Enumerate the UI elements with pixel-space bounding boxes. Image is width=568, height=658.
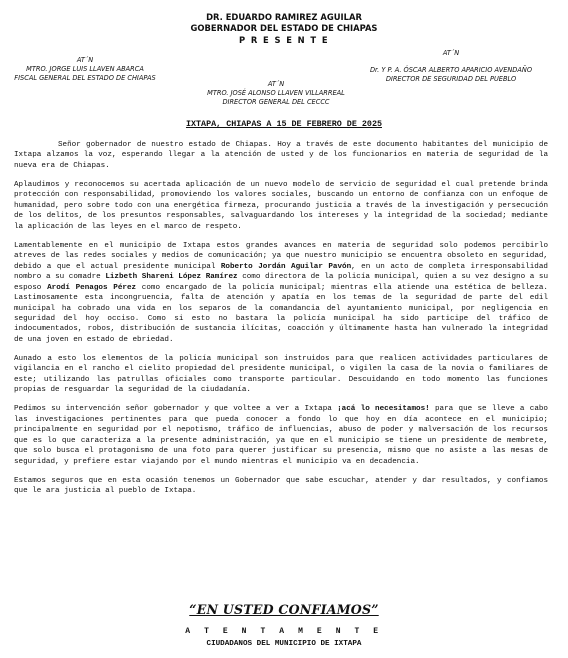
cc-fiscal-name: MTRO. JORGE LUIS LLAVEN ABARCA bbox=[26, 64, 144, 73]
police-chief-name: Arodí Penagos Pérez bbox=[47, 283, 137, 292]
paragraph-1: Señor gobernador de nuestro estado de Chiapas. Hoy a través de este documento habitantes del municipio de Ixtapa alzamos la voz, esperando llegar a la atención de usted y de los funcionarios en materia de seguridad de la nueva era de Chiapas. bbox=[14, 141, 548, 170]
police-director-name: Lizbeth Shareni López Ramírez bbox=[105, 273, 238, 282]
paragraph-3-text-d: como encargado de la policía municipal; mientras ella atiende una estética de belleza. Lastimosamente esta incongruencia, falta de atención y apatía en los temas de la seguridad de parte del edil municipal ha cobrado una vida en los separos de la comandancia del ayuntamiento municipal, por negligencia en seguridad del hoy occiso. Como si esto no bastara la policía municipal ha sido participe del tráfico de indocumentados, robos, distribución de sustancia ilícitas, coacción y últimamente hasta han vulnerado la integridad de una joven en estado de ebriedad. bbox=[14, 283, 548, 344]
cc-fiscal-title: FISCAL GENERAL DEL ESTADO DE CHIAPAS bbox=[14, 73, 156, 82]
cc-fiscal-atn: AT´N bbox=[76, 56, 94, 64]
paragraph-6: Estamos seguros que en esta ocasión tenemos un Gobernador que sabe escuchar, atender y dar resultados, y confiamos que le ara justicia al pueblo de Ixtapa. bbox=[14, 476, 548, 496]
paragraph-4: Aunado a esto los elementos de la policía municipal son instruidos para que realicen actividades particulares de vigilancia en el rancho el cielito propiedad del presidente municipal, o vigilen la casa de la novia o familiares de este; utilizando las patrullas oficiales como transporte particular. Descuidando en todo momento las funciones propias de resguardar la seguridad de la ciudadanía. bbox=[14, 354, 548, 395]
recipient-name: DR. EDUARDO RAMIREZ AGUILAR bbox=[206, 12, 362, 22]
cc-seguridad-atn: AT´N bbox=[442, 49, 460, 57]
mayor-name: Roberto Jordán Aguilar Pavón bbox=[220, 262, 352, 271]
cc-ceccc-atn: AT´N bbox=[267, 80, 285, 88]
recipient-title: GOBERNADOR DEL ESTADO DE CHIAPAS bbox=[190, 23, 378, 33]
closing-label: A T E N T A M E N T E bbox=[185, 627, 383, 636]
cc-seguridad-title: DIRECTOR DE SEGURIDAD DEL PUEBLO bbox=[385, 74, 517, 83]
cc-ceccc-name: MTRO. JOSÉ ALONSO LLAVEN VILLARREAL bbox=[207, 88, 345, 97]
cc-ceccc-title: DIRECTOR GENERAL DEL CECCC bbox=[222, 97, 330, 106]
letter-body bbox=[14, 140, 548, 505]
cc-ceccc bbox=[196, 80, 356, 106]
slogan: “EN USTED CONFIAMOS” bbox=[189, 602, 379, 617]
paragraph-3-text-c: como directora de la policía municipal, quien a su vez designo a su esposo bbox=[14, 273, 548, 292]
paragraph-3-text-b: , en un acto de completa irresponsabilidad nombro a su comadre bbox=[14, 262, 548, 282]
signers: CIUDADANOS DEL MUNICIPIO DE IXTAPA bbox=[206, 640, 362, 648]
cc-seguridad bbox=[356, 49, 546, 83]
paragraph-3-text-a: Lamentablemente en el municipio de Ixtapa estos grandes avances en materia de seguridad solo podemos percibirlo atreves de las redes sociales y medios de comunicación; ya que nuestro municipio se encuentra obsoleto en seguridad, debido a que el actual presidente municipal bbox=[14, 241, 548, 271]
paragraph-5-text-b: para que se lleve a cabo las investigaciones pertinentes para que pueda conocer a fondo lo que hoy en día acontece en el municipio; principalmente en seguridad por el nepotismo, tráfico de influencias, abuso de poder y malversación de los recursos que es lo que caracteriza a la presente administración, ya que en el municipio se tiene un presidente de membrete, que solo busca el protagonismo de una foto para querer justificar su presencia, mismo que no asiste a las mesas de seguridad, y prefiere estar viajando por el mundo mientras el municipio va en decadencia. bbox=[14, 405, 548, 466]
paragraph-3 bbox=[14, 241, 548, 346]
place-date-text: IXTAPA, CHIAPAS A 15 DE FEBRERO DE 2025 bbox=[185, 119, 382, 129]
cc-seguridad-name: Dr. Y P. A. ÓSCAR ALBERTO APARICIO AVENDAÑO bbox=[369, 65, 533, 74]
paragraph-5-text-a: Pedimos su intervención señor gobernador y que voltee a ver a Ixtapa bbox=[14, 405, 338, 414]
paragraph-2: Aplaudimos y reconocemos su acertada aplicación de un nuevo modelo de servicio de seguridad el cual pretende brinda protección con responsabilidad, promoviendo los valores sociales, buscando un entorno de confianza con un enfoque de humanidad, pero sobre todo con una energética firmeza, procurando justicia a través de la investigación y persecución de los delitos, de los presuntos responsables, salvaguardando los intereses y la integridad de la sociedad; mediante la aplicación de las leyes en el marco de respeto. bbox=[14, 180, 548, 231]
place-date bbox=[0, 119, 568, 129]
exclamation-bold: ¡acá lo necesitamos! bbox=[337, 405, 430, 414]
cc-fiscal bbox=[14, 56, 156, 82]
presente-label: P R E S E N T E bbox=[239, 35, 329, 45]
paragraph-5 bbox=[14, 404, 548, 467]
